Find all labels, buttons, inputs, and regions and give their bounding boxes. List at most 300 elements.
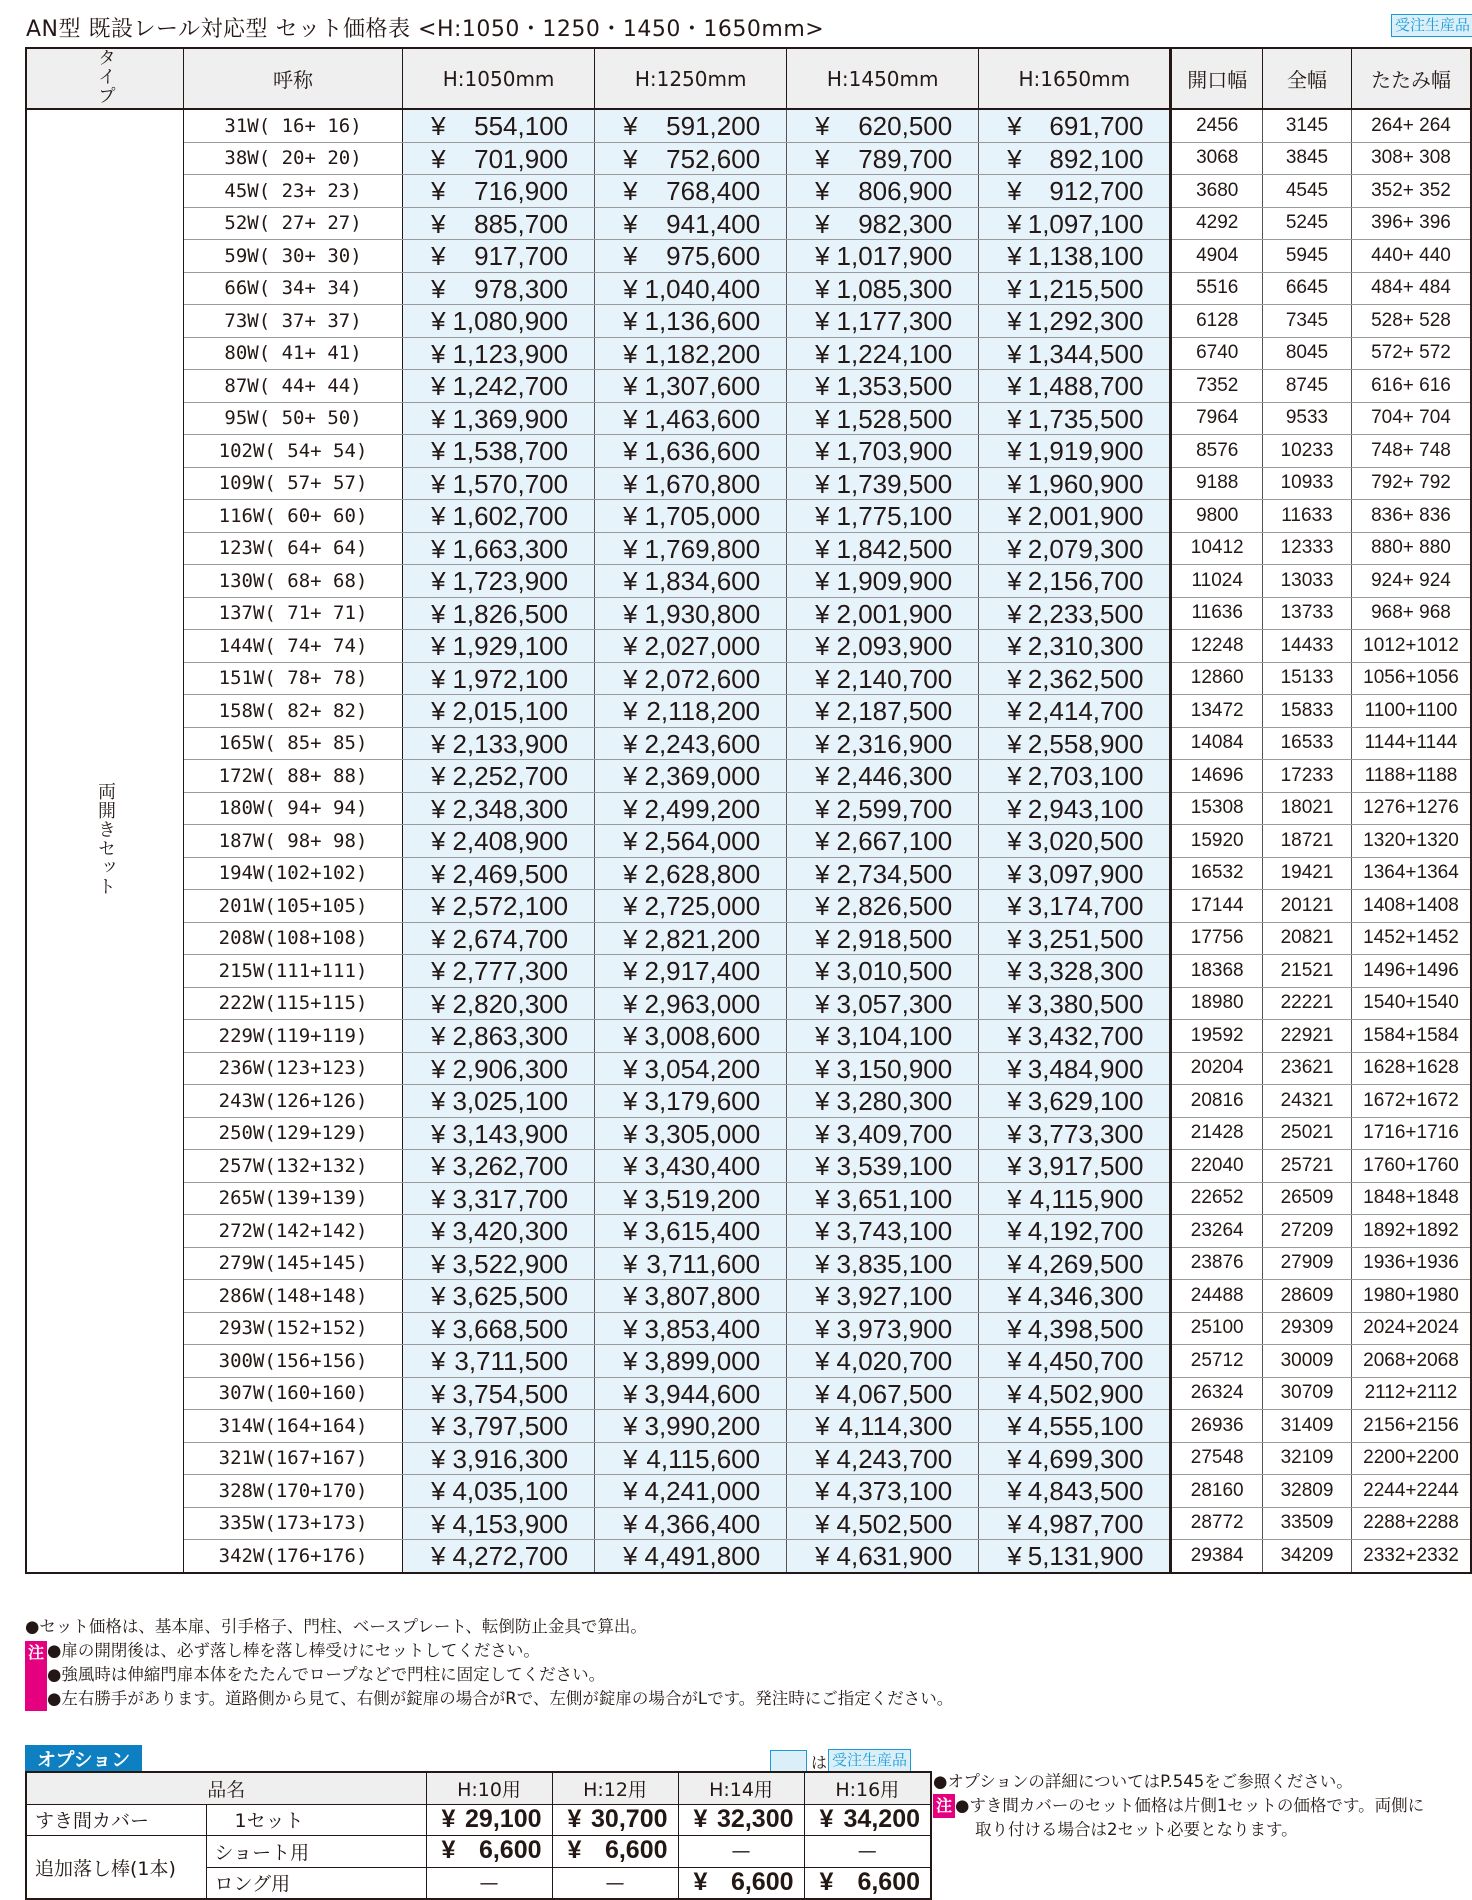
price-value: 3,150,900: [836, 1053, 953, 1084]
table-row: [26, 1182, 1471, 1215]
price-cell: [787, 1085, 979, 1118]
folded-width: 308+ 308: [1351, 142, 1471, 175]
price-cell: [979, 142, 1171, 175]
price-value: 2,414,700: [1027, 696, 1144, 726]
row-name: 229W(119+119): [184, 1020, 403, 1053]
price-value: 1,017,900: [836, 241, 953, 271]
price-value: 2,674,700: [452, 923, 569, 954]
price-cell: [787, 1182, 979, 1215]
yen-sign: ¥: [1007, 371, 1022, 401]
price-value: 4,035,100: [452, 1476, 569, 1506]
yen-sign: ¥: [623, 403, 638, 434]
price-value: 591,200: [666, 111, 761, 141]
price-value: 1,242,700: [452, 371, 569, 401]
price-value: 3,668,500: [452, 1313, 569, 1344]
price-cell: [403, 305, 595, 338]
yen-sign: ¥: [431, 566, 446, 596]
row-name: 87W( 44+ 44): [184, 370, 403, 403]
table-row: [26, 792, 1471, 825]
price-value: 1,085,300: [836, 273, 953, 304]
options-caution-mark: 注: [933, 1794, 955, 1818]
row-name: 116W( 60+ 60): [184, 500, 403, 533]
price-cell: [595, 890, 787, 923]
yen-sign: ¥: [623, 1053, 638, 1084]
yen-sign: ¥: [815, 273, 830, 304]
yen-sign: ¥: [431, 598, 446, 629]
price-value: 3,262,700: [452, 1151, 569, 1181]
opening-width: 18368: [1171, 955, 1263, 988]
row-name: 279W(145+145): [184, 1247, 403, 1280]
yen-sign: ¥: [623, 1216, 638, 1246]
total-width: 27909: [1263, 1247, 1352, 1280]
table-row: [26, 337, 1471, 370]
table-row: [26, 272, 1471, 305]
table-row: [26, 1540, 1471, 1573]
folded-width: 1716+1716: [1351, 1117, 1471, 1150]
folded-width: 572+ 572: [1351, 337, 1471, 370]
yen-sign: ¥: [1007, 273, 1022, 304]
yen-sign: ¥: [623, 143, 638, 174]
total-width: 5245: [1263, 207, 1352, 240]
price-value: 2,703,100: [1027, 761, 1144, 791]
yen-sign: ¥: [1007, 501, 1022, 531]
opening-width: 23876: [1171, 1247, 1263, 1280]
price-cell: [403, 1475, 595, 1508]
drop-rod-short-h14: —: [678, 1836, 804, 1868]
price-cell: [979, 272, 1171, 305]
yen-sign: ¥: [1007, 1443, 1022, 1474]
table-row: [26, 1312, 1471, 1345]
drop-rod-long-h10: —: [426, 1867, 552, 1899]
yen-sign: ¥: [1007, 923, 1022, 954]
opening-width: 16532: [1171, 857, 1263, 890]
yen-sign: ¥: [431, 1443, 446, 1474]
yen-sign: ¥: [431, 1053, 446, 1084]
table-row: [26, 760, 1471, 793]
yen-sign: ¥: [1007, 468, 1022, 499]
price-cell: [787, 402, 979, 435]
price-cell: [403, 272, 595, 305]
header-h1050: H:1050mm: [403, 48, 595, 109]
folded-width: 264+ 264: [1351, 109, 1471, 142]
price-value: 1,538,700: [452, 436, 569, 466]
table-row: [26, 1117, 1471, 1150]
price-value: 2,725,000: [644, 891, 761, 921]
price-cell: [979, 337, 1171, 370]
price-value: 4,153,900: [452, 1508, 569, 1539]
price-value: 3,484,900: [1027, 1053, 1144, 1084]
folded-width: 1408+1408: [1351, 890, 1471, 923]
price-cell: [979, 825, 1171, 858]
price-cell: [403, 1117, 595, 1150]
price-value: 2,820,300: [452, 988, 569, 1019]
price-cell: [403, 662, 595, 695]
opening-width: 13472: [1171, 695, 1263, 728]
price-value: 2,187,500: [836, 696, 953, 726]
price-value: 620,500: [858, 111, 953, 141]
drop-rod-short-h16: —: [804, 1836, 931, 1868]
price-cell: [595, 1052, 787, 1085]
yen-sign: ¥: [623, 1248, 638, 1279]
row-name: 158W( 82+ 82): [184, 695, 403, 728]
price-value: 917,700: [474, 241, 569, 271]
note-line-4: ●左右勝手があります。道路側から見て、右側が錠扉の場合がRで、左側が錠扉の場合がLです。発注時にご指定ください。: [47, 1689, 954, 1708]
yen-sign: ¥: [431, 241, 446, 271]
price-cell: [787, 597, 979, 630]
yen-sign: ¥: [623, 598, 638, 629]
folded-width: 1100+1100: [1351, 695, 1471, 728]
price-cell: [403, 825, 595, 858]
header-name: 呼称: [184, 48, 403, 109]
price-cell: [595, 1215, 787, 1248]
total-width: 26509: [1263, 1182, 1352, 1215]
price-value: 4,114,300: [838, 1411, 953, 1441]
price-cell: [979, 435, 1171, 468]
yen-sign: ¥: [1007, 826, 1022, 856]
yen-sign: ¥: [815, 371, 830, 401]
price-value: 4,555,100: [1027, 1411, 1144, 1441]
price-value: 3,743,100: [836, 1216, 953, 1246]
price-value: 3,917,500: [1027, 1151, 1144, 1181]
price-cell: [403, 1215, 595, 1248]
yen-sign: ¥: [1007, 1053, 1022, 1084]
price-cell: [595, 597, 787, 630]
opening-width: 14696: [1171, 760, 1263, 793]
price-value: 2,408,900: [452, 826, 569, 856]
yen-sign: ¥: [815, 1378, 830, 1409]
yen-sign: ¥: [1007, 533, 1022, 564]
price-cell: [787, 370, 979, 403]
price-value: 4,502,500: [836, 1508, 953, 1539]
price-cell: [787, 857, 979, 890]
price-cell: [787, 1540, 979, 1573]
yen-sign: ¥: [815, 403, 830, 434]
yen-sign: ¥: [1007, 1346, 1022, 1376]
price-value: 3,430,400: [644, 1151, 761, 1181]
row-name: 187W( 98+ 98): [184, 825, 403, 858]
total-width: 21521: [1263, 955, 1352, 988]
price-cell: [595, 109, 787, 142]
yen-sign: ¥: [623, 1443, 638, 1474]
price-value: 2,599,700: [836, 793, 953, 824]
price-value: 4,067,500: [836, 1378, 953, 1409]
yen-sign: ¥: [815, 663, 830, 694]
price-value: 2,917,400: [644, 956, 761, 986]
price-cell: [979, 792, 1171, 825]
yen-sign: ¥: [1007, 631, 1022, 661]
folded-width: 1144+1144: [1351, 727, 1471, 760]
price-value: 3,025,100: [452, 1086, 569, 1116]
folded-width: 748+ 748: [1351, 435, 1471, 468]
table-header-row: [26, 48, 1471, 109]
header-folded-width: たたみ幅: [1351, 48, 1471, 109]
yen-sign: ¥: [623, 371, 638, 401]
price-cell: [979, 890, 1171, 923]
price-cell: [595, 565, 787, 598]
options-row-drop-rod-short: [26, 1836, 931, 1868]
price-value: 3,328,300: [1027, 956, 1144, 986]
price-value: 1,909,900: [836, 566, 953, 596]
price-value: 1,123,900: [452, 338, 569, 369]
price-value: 3,927,100: [836, 1281, 953, 1311]
price-value: 3,380,500: [1027, 988, 1144, 1019]
price-value: 5,131,900: [1027, 1541, 1144, 1571]
total-width: 15133: [1263, 662, 1352, 695]
opening-width: 21428: [1171, 1117, 1263, 1150]
opening-width: 15308: [1171, 792, 1263, 825]
price-value: 4,631,900: [836, 1541, 953, 1571]
drop-rod-short-price-h12: ¥ 6,600: [552, 1836, 678, 1868]
row-name: 109W( 57+ 57): [184, 467, 403, 500]
yen-sign: ¥: [431, 923, 446, 954]
options-row-gap-cover: [26, 1804, 931, 1836]
price-value: 2,001,900: [836, 598, 953, 629]
price-value: 3,629,100: [1027, 1086, 1144, 1116]
price-value: 885,700: [474, 208, 569, 239]
row-name: 286W(148+148): [184, 1280, 403, 1313]
header-h1650: H:1650mm: [979, 48, 1171, 109]
yen-sign: ¥: [815, 1443, 830, 1474]
price-cell: [595, 630, 787, 663]
yen-sign: ¥: [1007, 761, 1022, 791]
opening-width: 4904: [1171, 240, 1263, 273]
price-value: 2,572,100: [452, 891, 569, 921]
yen-sign: ¥: [623, 631, 638, 661]
price-cell: [595, 955, 787, 988]
folded-width: 2288+2288: [1351, 1507, 1471, 1540]
row-name: 80W( 41+ 41): [184, 337, 403, 370]
price-cell: [403, 955, 595, 988]
price-value: 2,564,000: [644, 826, 761, 856]
price-value: 806,900: [858, 176, 953, 206]
price-cell: [787, 1475, 979, 1508]
price-value: 4,115,600: [646, 1443, 761, 1474]
yen-sign: ¥: [1007, 1248, 1022, 1279]
price-cell: [595, 532, 787, 565]
yen-sign: ¥: [1007, 988, 1022, 1019]
price-value: 3,916,300: [452, 1443, 569, 1474]
total-width: 25021: [1263, 1117, 1352, 1150]
folded-width: 352+ 352: [1351, 175, 1471, 208]
table-row: [26, 142, 1471, 175]
table-row: [26, 1215, 1471, 1248]
options-header-h12: H:12用: [552, 1772, 678, 1804]
price-cell: [403, 760, 595, 793]
total-width: 8045: [1263, 337, 1352, 370]
price-value: 2,310,300: [1027, 631, 1144, 661]
price-cell: [595, 1182, 787, 1215]
yen-sign: ¥: [815, 1248, 830, 1279]
price-value: 1,307,600: [644, 371, 761, 401]
yen-sign: ¥: [1007, 663, 1022, 694]
price-cell: [595, 1247, 787, 1280]
opening-width: 20816: [1171, 1085, 1263, 1118]
yen-sign: ¥: [623, 273, 638, 304]
table-row: [26, 1442, 1471, 1475]
folded-width: 2332+2332: [1363, 1544, 1459, 1566]
price-value: 1,972,100: [452, 663, 569, 694]
opening-width: 28160: [1171, 1475, 1263, 1508]
price-value: 3,625,500: [452, 1281, 569, 1311]
table-row: [26, 467, 1471, 500]
opening-width: 28772: [1171, 1507, 1263, 1540]
price-value: 1,705,000: [644, 501, 761, 531]
price-value: 3,990,200: [644, 1411, 761, 1441]
row-name: 250W(129+129): [184, 1117, 403, 1150]
price-cell: [787, 1345, 979, 1378]
price-value: 3,020,500: [1027, 826, 1144, 856]
yen-sign: ¥: [815, 988, 830, 1019]
yen-sign: ¥: [815, 1476, 830, 1506]
yen-sign: ¥: [623, 1313, 638, 1344]
price-cell: [787, 760, 979, 793]
price-cell: [979, 1117, 1171, 1150]
price-cell: [979, 240, 1171, 273]
total-width: 18721: [1263, 825, 1352, 858]
price-cell: [595, 142, 787, 175]
price-cell: [595, 435, 787, 468]
price-value: 3,432,700: [1027, 1021, 1144, 1051]
yen-sign: ¥: [1007, 208, 1022, 239]
folded-width: 484+ 484: [1351, 272, 1471, 305]
yen-sign: ¥: [623, 858, 638, 889]
row-name: 123W( 64+ 64): [184, 532, 403, 565]
opening-width: 9800: [1171, 500, 1263, 533]
price-value: 2,027,000: [644, 631, 761, 661]
price-cell: [979, 955, 1171, 988]
yen-sign: ¥: [623, 956, 638, 986]
yen-sign: ¥: [431, 176, 446, 206]
price-cell: [403, 565, 595, 598]
price-cell: [595, 467, 787, 500]
yen-sign: ¥: [623, 1541, 638, 1571]
table-row: [26, 1280, 1471, 1313]
price-value: 1,636,600: [644, 436, 761, 466]
price-value: 691,700: [1049, 111, 1144, 141]
price-value: 3,420,300: [452, 1216, 569, 1246]
yen-sign: ¥: [815, 1541, 830, 1571]
total-width: 20121: [1263, 890, 1352, 923]
total-width: 34209: [1263, 1540, 1352, 1573]
price-cell: [979, 1215, 1171, 1248]
total-width: 11633: [1263, 500, 1352, 533]
yen-sign: ¥: [431, 1476, 446, 1506]
yen-sign: ¥: [815, 956, 830, 986]
price-cell: [595, 1020, 787, 1053]
yen-sign: ¥: [815, 468, 830, 499]
price-cell: [595, 1312, 787, 1345]
price-value: 1,739,500: [836, 468, 953, 499]
yen-sign: ¥: [815, 306, 830, 336]
folded-width: 880+ 880: [1351, 532, 1471, 565]
price-cell: [595, 922, 787, 955]
yen-sign: ¥: [815, 826, 830, 856]
price-cell: [979, 630, 1171, 663]
yen-sign: ¥: [623, 1476, 638, 1506]
yen-sign: ¥: [623, 1411, 638, 1441]
price-value: 1,097,100: [1027, 208, 1144, 239]
yen-sign: ¥: [431, 1248, 446, 1279]
table-row: [26, 175, 1471, 208]
price-value: 2,093,900: [836, 631, 953, 661]
folded-width: 396+ 396: [1351, 207, 1471, 240]
total-width: 25721: [1263, 1150, 1352, 1183]
yen-sign: ¥: [815, 891, 830, 921]
yen-sign: ¥: [431, 1541, 446, 1571]
price-value: 3,522,900: [452, 1248, 569, 1279]
price-cell: [787, 1280, 979, 1313]
yen-sign: ¥: [815, 1216, 830, 1246]
price-cell: [787, 1442, 979, 1475]
price-cell: [595, 207, 787, 240]
price-cell: [979, 532, 1171, 565]
yen-sign: ¥: [815, 1183, 830, 1214]
yen-sign: ¥: [1007, 1086, 1022, 1116]
price-cell: [403, 500, 595, 533]
price-value: 1,602,700: [452, 501, 569, 531]
options-header-name: 品名: [26, 1772, 426, 1804]
yen-sign: ¥: [623, 1346, 638, 1376]
opening-width: 12248: [1171, 630, 1263, 663]
total-width: 23621: [1263, 1052, 1352, 1085]
yen-sign: ¥: [1007, 956, 1022, 986]
header-opening-width: 開口幅: [1171, 48, 1263, 109]
table-row: [26, 1475, 1471, 1508]
price-value: 3,711,600: [646, 1248, 761, 1279]
note-line-2: ●扉の開閉後は、必ず落し棒を落し棒受けにセットしてください。: [47, 1641, 540, 1660]
price-value: 4,491,800: [644, 1541, 761, 1571]
price-value: 1,463,600: [644, 403, 761, 434]
price-value: 1,919,900: [1027, 436, 1144, 466]
yen-sign: ¥: [1007, 338, 1022, 369]
price-value: 3,280,300: [836, 1086, 953, 1116]
folded-width: 1496+1496: [1351, 955, 1471, 988]
opening-width: 7352: [1171, 370, 1263, 403]
price-value: 3,057,300: [836, 988, 953, 1019]
yen-sign: ¥: [815, 1313, 830, 1344]
opening-width: 3068: [1171, 142, 1263, 175]
yen-sign: ¥: [1007, 891, 1022, 921]
price-value: 4,699,300: [1027, 1443, 1144, 1474]
price-cell: [595, 370, 787, 403]
row-name: 165W( 85+ 85): [184, 727, 403, 760]
yen-sign: ¥: [431, 403, 446, 434]
price-cell: [403, 1410, 595, 1443]
total-width: 10233: [1263, 435, 1352, 468]
drop-rod-long-h12: —: [552, 1867, 678, 1899]
yen-sign: ¥: [1007, 1313, 1022, 1344]
price-cell: [403, 727, 595, 760]
opening-width: 22040: [1171, 1150, 1263, 1183]
price-cell: [787, 695, 979, 728]
type-label: 両開きセット: [95, 781, 116, 896]
total-width: 19421: [1263, 857, 1352, 890]
yen-sign: ¥: [815, 1346, 830, 1376]
total-width: 13033: [1263, 565, 1352, 598]
yen-sign: ¥: [1007, 1151, 1022, 1181]
yen-sign: ¥: [1007, 436, 1022, 466]
price-cell: [979, 1345, 1171, 1378]
price-value: 2,499,200: [644, 793, 761, 824]
price-cell: [595, 695, 787, 728]
yen-sign: ¥: [623, 241, 638, 271]
price-cell: [979, 1085, 1171, 1118]
price-value: 2,001,900: [1027, 501, 1144, 531]
yen-sign: ¥: [623, 761, 638, 791]
opening-width: 25100: [1171, 1312, 1263, 1345]
options-header-h14: H:14用: [678, 1772, 804, 1804]
price-cell: [403, 467, 595, 500]
